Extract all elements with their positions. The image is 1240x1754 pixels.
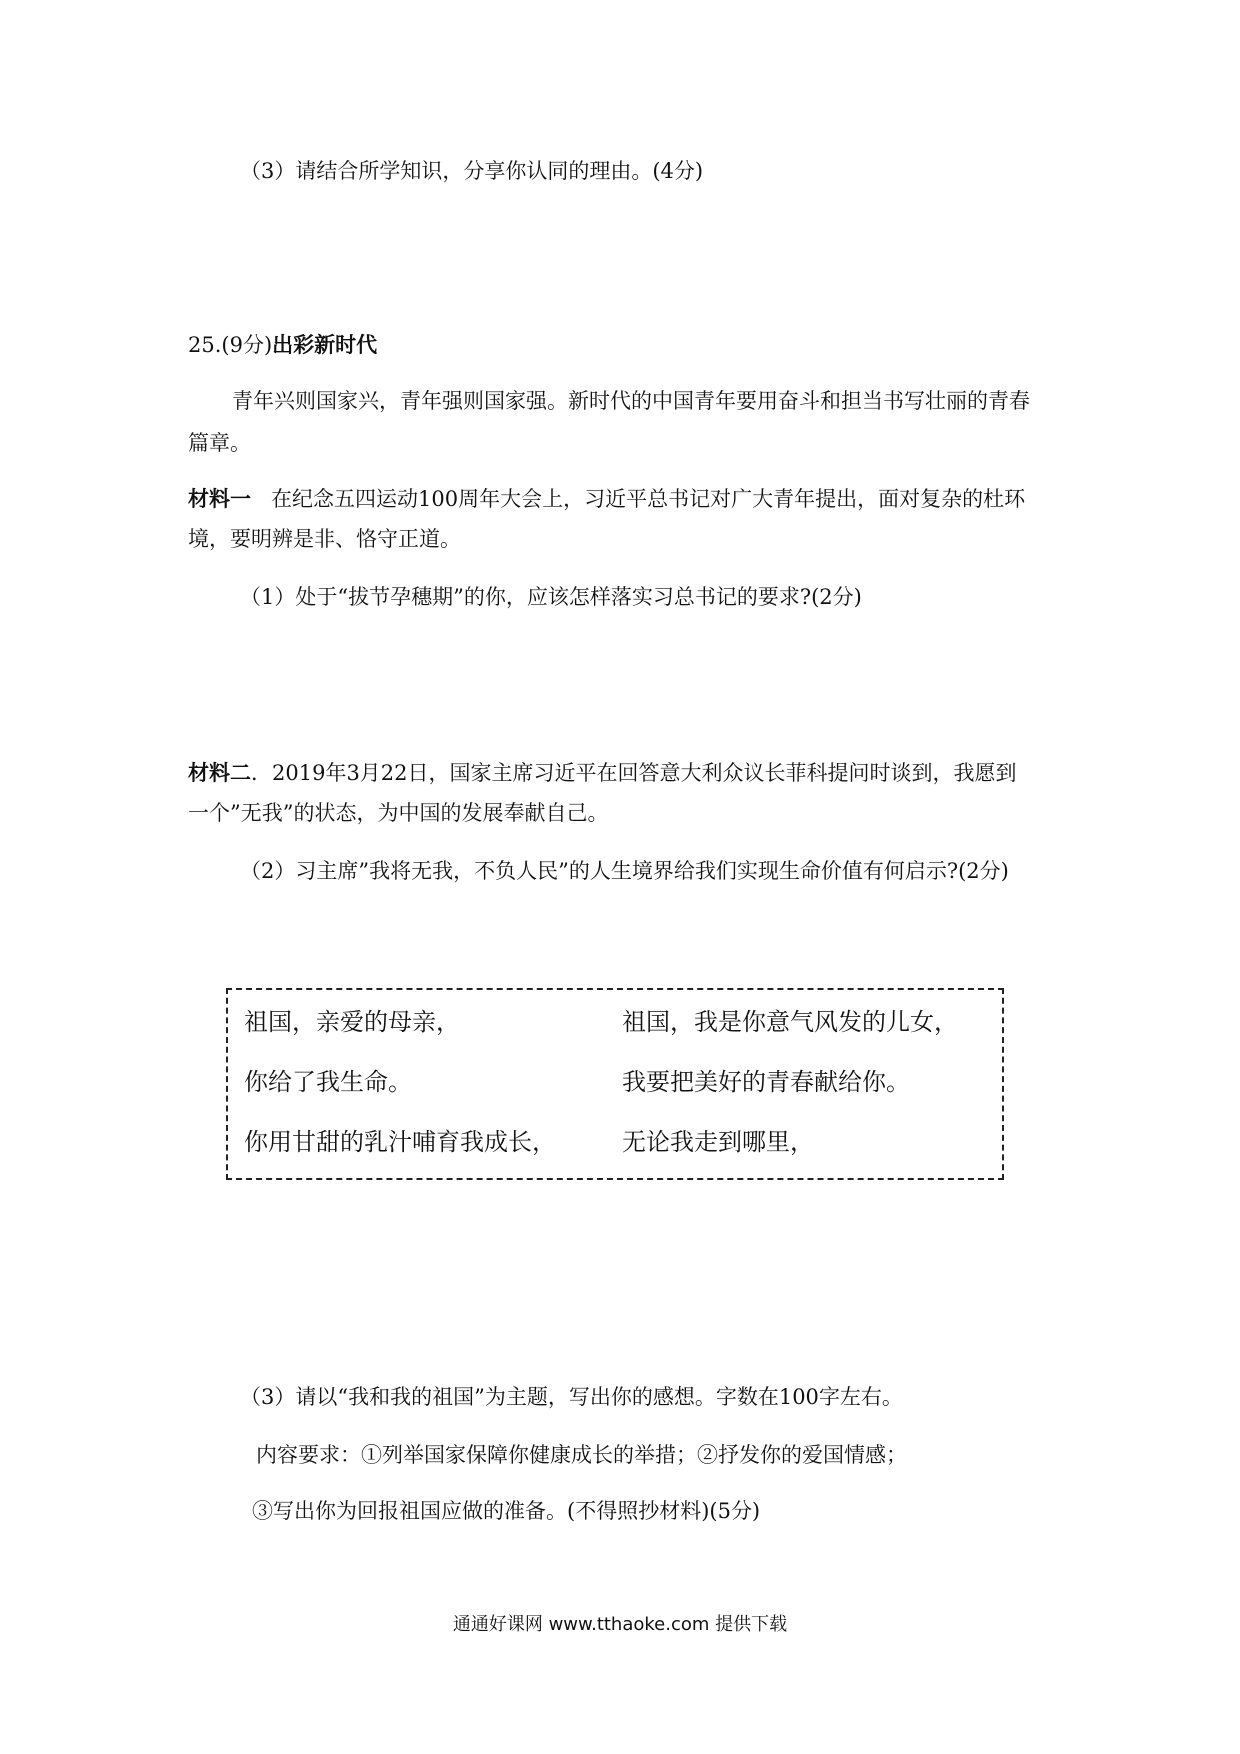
poem-right-line-3: 无论我走到哪里， <box>622 1128 814 1156</box>
material-2-line-1 <box>188 758 1017 788</box>
material-1-text: 在纪念五四运动100周年大会上，习近平总书记对广大青年提出，面对复杂的杜环 <box>271 487 1026 511</box>
footer-credit: 通通好课网 www.tthaoke.com 提供下载 <box>452 1614 788 1635</box>
poem-box <box>226 988 1004 1180</box>
poem-left-line-2: 你给了我生命。 <box>244 1068 412 1096</box>
question-25-3-line-1: （3）请以“我和我的祖国”为主题，写出你的感想。字数在100字左右。 <box>240 1385 903 1409</box>
question-25-1: （1）处于“拔节孕穗期”的你，应该怎样落实习总书记的要求?(2分) <box>240 585 862 609</box>
material-1-line-1 <box>188 484 1025 514</box>
material-1-line-2: 境，要明辨是非、恪守正道。 <box>188 527 461 551</box>
intro-line-2: 篇章。 <box>188 431 251 455</box>
poem-left-line-3: 你用甘甜的乳汁哺育我成长， <box>244 1128 556 1156</box>
material-2-text: ．2019年3月22日，国家主席习近平在回答意大利众议长菲科提问时谈到，我愿到 <box>251 761 1017 785</box>
poem-right-line-2: 我要把美好的青春献给你。 <box>622 1068 910 1096</box>
material-1-label: 材料一 <box>188 487 251 511</box>
question-25-number: 25.(9分) <box>188 333 273 357</box>
poem-right-line-1: 祖国，我是你意气风发的儿女， <box>622 1008 958 1036</box>
question-25-3-line-3: ③写出你为回报祖国应做的准备。(不得照抄材料)(5分) <box>252 1499 761 1523</box>
material-2-line-2: 一个”无我”的状态，为中国的发展奉献自己。 <box>188 801 609 825</box>
question-25-heading <box>188 330 377 360</box>
question-24-3: （3）请结合所学知识，分享你认同的理由。(4分) <box>240 159 704 183</box>
question-25-3-line-2: 内容要求：①列举国家保障你健康成长的举措；②抒发你的爱国情感； <box>256 1443 907 1467</box>
question-25-title: 出彩新时代 <box>272 333 378 357</box>
poem-left-line-1: 祖国，亲爱的母亲， <box>244 1008 460 1036</box>
intro-line-1: 青年兴则国家兴，青年强则国家强。新时代的中国青年要用奋斗和担当书写壮丽的青春 <box>232 389 1030 413</box>
material-2-label: 材料二 <box>188 761 251 785</box>
question-25-2: （2）习主席”我将无我，不负人民”的人生境界给我们实现生命价值有何启示?(2分) <box>240 859 1009 883</box>
